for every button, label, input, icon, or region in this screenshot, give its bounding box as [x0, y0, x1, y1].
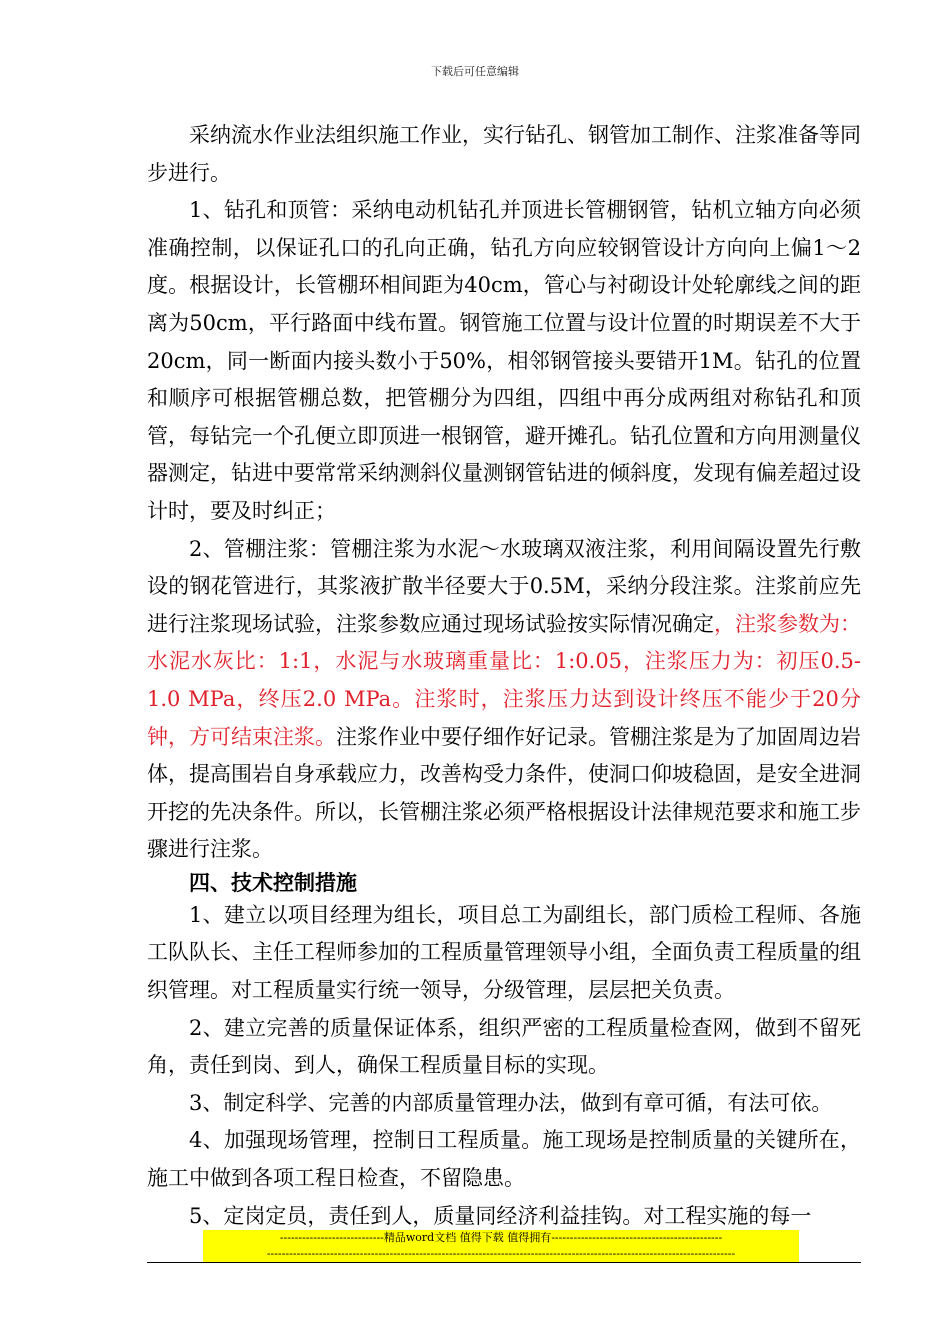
measure-3: 3、制定科学、完善的内部质量管理办法，做到有章可循，有法可依。 [189, 1090, 833, 1115]
grouting-text-end: 注浆作业中要仔细作好记录。管棚注浆是为了加固周边岩体，提高围岩自身承载应力，改善构受力条件，使洞口仰坡稳固，是安全进洞开挖的先决条件。所以，长管棚注浆必须严格根据设计法律规范要求和施工步骤进行注浆。 [147, 724, 861, 862]
grouting-parameters-highlight: ，注浆参数为：水泥水灰比：1:1，水泥与水玻璃重量比：1:0.05，注浆压力为：初压0.5-1.0 MPa，终压2.0 MPa。注浆时，注浆压力达到设计终压不能少于20分钟，方可结束注浆。 [147, 611, 861, 749]
measure-1: 1、建立以项目经理为组长，项目总工为副组长，部门质检工程师、各施工队队长、主任工程师参加的工程质量管理领导小组，全面负责工程质量的组织管理。对工程质量实行统一领导，分级管理，层层把关负责。 [147, 902, 861, 1003]
footer-banner [203, 1230, 799, 1262]
footer-line-2: ------------------------------------------------------------------------------------------------------------------------------ [266, 1247, 736, 1260]
footer-divider [147, 1262, 861, 1263]
document-body [147, 117, 861, 1235]
measure-4: 4、加强现场管理，控制日工程质量。施工现场是控制质量的关键所在，施工中做到各项工程日检查，不留隐患。 [147, 1128, 861, 1191]
paragraph-grouting [147, 531, 861, 869]
grouting-text-start: 2、管棚注浆：管棚注浆为水泥～水玻璃双液注浆，利用间隔设置先行敷设的钢花管进行，其浆液扩散半径要大于0.5M，采纳分段注浆。注浆前应先进行注浆现场试验，注浆参数应通过现场试验按实际情况确定 [147, 536, 861, 636]
section-heading: 四、技术控制措施 [189, 869, 357, 895]
paragraph-intro: 采纳流水作业法组织施工作业，实行钻孔、钢管加工制作、注浆准备等同步进行。 [147, 123, 861, 185]
measure-5: 5、定岗定员，责任到人，质量同经济利益挂钩。对工程实施的每一 [189, 1203, 812, 1228]
page-header: 下载后可任意编辑 [431, 65, 519, 78]
paragraph-drilling: 1、钻孔和顶管：采纳电动机钻孔并顶进长管棚钢管，钻机立轴方向必须准确控制，以保证孔口的孔向正确，钻孔方向应较钢管设计方向向上偏1～2度。根据设计，长管棚环相间距为40cm，管心与衬砌设计处轮廓线之间的距离为50cm，平行路面中线布置。钢管施工位置与设计位置的时期误差不大于20cm，同一断面内接头数小于50%，相邻钢管接头要错开1M。钻孔的位置和顺序可根据管棚总数，把管棚分为四组，四组中再分成两组对称钻孔和顶管，每钻完一个孔便立即顶进一根钢管，避开摊孔。钻孔位置和方向用测量仪器测定，钻进中要常常采纳测斜仪量测钢管钻进的倾斜度，发现有偏差超过设计时，要及时纠正； [147, 198, 861, 523]
footer-line-1: ----------------------------精品word文档 值得下载 值得拥有---------------------------------------------- [279, 1231, 723, 1244]
measure-2: 2、建立完善的质量保证体系，组织严密的工程质量检查网，做到不留死角，责任到岗、到人，确保工程质量目标的实现。 [147, 1015, 861, 1078]
